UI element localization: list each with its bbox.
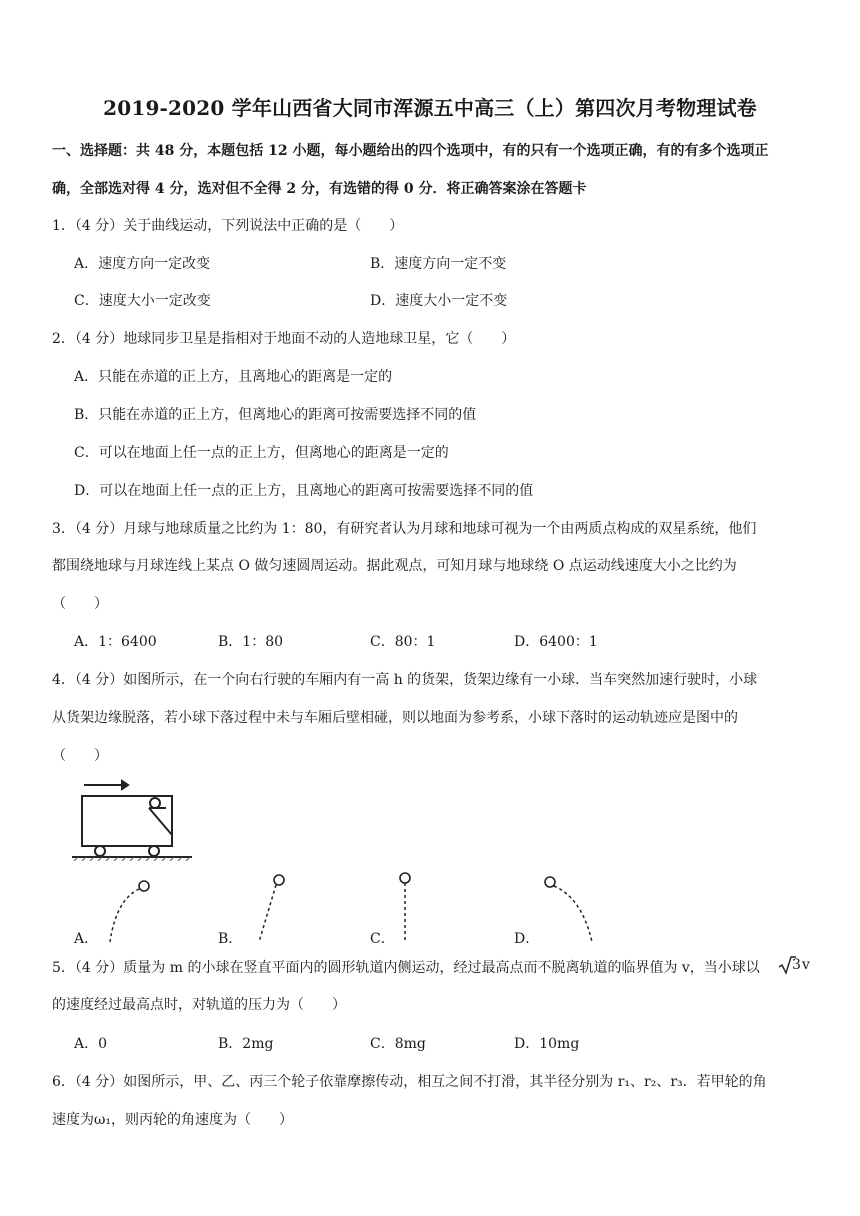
- question-1-option-b: B．速度方向一定不变: [370, 256, 507, 272]
- question-5-option-b: B．2mg: [218, 1036, 274, 1052]
- question-2-option-b: B．只能在赤道的正上方，但离地心的距离可按需要选择不同的值: [74, 407, 477, 423]
- question-4-stem-line2: 从货架边缘脱落，若小球下落过程中未与车厢后壁相碰，则以地面为参考系，小球下落时的运动轨迹应是图中的: [52, 710, 738, 726]
- question-4-stem-line3: （ ）: [52, 748, 108, 764]
- question-5-option-c: C．8mg: [370, 1036, 426, 1052]
- question-3-option-b: B．1：80: [218, 634, 284, 650]
- question-3-stem-line2: 都围绕地球与月球连线上某点 O 做匀速圆周运动。据此观点，可知月球与地球绕 O 点运动线速度大小之比约为: [52, 558, 737, 574]
- trajectory-option-a-figure: [90, 876, 160, 946]
- question-3-stem-line1: 3．（4 分）月球与地球质量之比约为 1：80，有研究者认为月球和地球可视为一个由两质点构成的双星系统，他们: [52, 521, 757, 537]
- question-1-stem: 1．（4 分）关于曲线运动，下列说法中正确的是（ ）: [52, 218, 404, 234]
- question-2-option-d: D．可以在地面上任一点的正上方，且离地心的距离可按需要选择不同的值: [74, 483, 534, 499]
- question-5-option-d: D．10mg: [514, 1036, 580, 1052]
- sqrt-radicand: 3: [792, 957, 801, 973]
- question-3-option-a: A．1：6400: [74, 634, 157, 650]
- question-4-stem-line1: 4．（4 分）如图所示，在一个向右行驶的车厢内有一高 h 的货架，货架边缘有一小球．当车突然加速行驶时，小球: [52, 672, 758, 688]
- question-1-option-d: D．速度大小一定不变: [370, 293, 508, 309]
- section-instructions-line1: 一、选择题：共 48 分，本题包括 12 小题，每小题给出的四个选项中，有的只有一个选项正确，有的有多个选项正: [52, 143, 769, 159]
- question-6-stem-line2: 速度为ω₁，则丙轮的角速度为（ ）: [52, 1112, 294, 1128]
- trajectory-option-d-figure: [538, 872, 608, 946]
- question-4-option-c: C．: [370, 931, 395, 947]
- question-3-option-d: D．6400：1: [514, 634, 598, 650]
- question-2-option-a: A．只能在赤道的正上方，且离地心的距离是一定的: [74, 369, 393, 385]
- question-4-option-b: B．: [218, 931, 243, 947]
- question-1-option-c: C．速度大小一定改变: [74, 293, 211, 309]
- question-2-option-c: C．可以在地面上任一点的正上方，但离地心的距离是一定的: [74, 445, 449, 461]
- question-5-option-a: A．0: [74, 1036, 108, 1052]
- trajectory-option-b-figure: [245, 870, 305, 946]
- question-2-stem: 2．（4 分）地球同步卫星是指相对于地面不动的人造地球卫星，它（ ）: [52, 331, 516, 347]
- truck-diagram: [72, 775, 202, 865]
- question-3-option-c: C．80：1: [370, 634, 436, 650]
- question-5-stem-line1: 5．（4 分）质量为 m 的小球在竖直平面内的圆形轨道内侧运动，经过最高点而不脱离轨道的临界值为 v，当小球以: [52, 960, 760, 976]
- question-4-option-d: D．: [514, 931, 540, 947]
- question-4-option-a: A．: [74, 931, 99, 947]
- question-6-stem-line1: 6．（4 分）如图所示，甲、乙、丙三个轮子依靠摩擦传动，相互之间不打滑，其半径分别为 r₁、r₂、r₃．若甲轮的角: [52, 1074, 767, 1090]
- section-instructions-line2: 确，全部选对得 4 分，选对但不全得 2 分，有选错的得 0 分．将正确答案涂在答题卡: [52, 181, 587, 197]
- question-3-stem-line3: （ ）: [52, 596, 108, 612]
- question-5-stem-line2: 的速度经过最高点时，对轨道的压力为（ ）: [52, 997, 346, 1013]
- question-1-option-a: A．速度方向一定改变: [74, 256, 211, 272]
- sqrt-suffix: v: [802, 957, 810, 973]
- page-title: 2019-2020 学年山西省大同市浑源五中高三（上）第四次月考物理试卷: [103, 96, 757, 120]
